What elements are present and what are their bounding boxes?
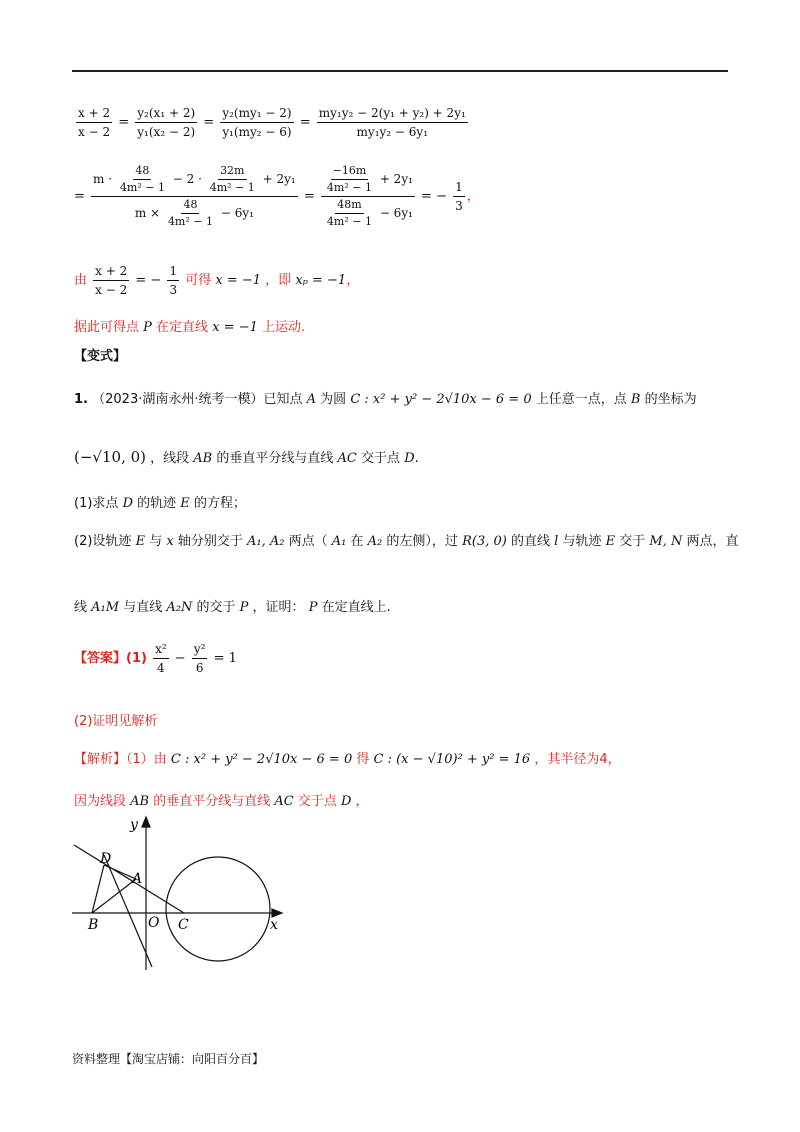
geometry-figure bbox=[60, 815, 290, 975]
label-o: O bbox=[148, 915, 160, 931]
question-1: (1)求点 D 的轨迹 E 的方程； bbox=[74, 496, 246, 511]
fraction: $\frac{\text{y₂(x₁ + 2)}}{\text{y₁(x₂ − 2)}}$ bbox=[137, 106, 196, 139]
question-2-cont: 线 A₁M 与直线 A₂N 的交于 P ，证明： P 在定直线上. bbox=[74, 600, 391, 615]
equation-line-2: = m · $\frac{48}{\text{4m² − 1}}$ − 2 · $\frac{32m}{\text{4m² − 1}}$ + 2y₁ m × $\frac{48}{\text{4m² − 1}}$ − 6y₁ = $\frac{-16m}{\text{4m² − 1}}$ + 2y₁ $\frac{48m}{\text{4m² − 1}}$ − 6y₁ = − $\frac{1}{3}$ ， bbox=[74, 164, 480, 228]
label-x: x bbox=[270, 917, 278, 933]
problem-statement: 1. （2023·湖南永州·统考一模）已知点 A 为圆 C : x² + y² − 2√10x − 6 = 0 上任意一点，点 B 的坐标为 bbox=[74, 392, 697, 407]
fraction: $\frac{\text{my₁y₂ − 2(y₁ + y₂) + 2y₁}}{\text{my₁y₂ − 6y₁}}$ bbox=[318, 106, 466, 139]
label-b: B bbox=[88, 917, 99, 933]
answer-2: (2)证明见解析 bbox=[74, 714, 158, 729]
label-d: D bbox=[100, 851, 112, 867]
fraction: $\frac{\text{y₂(my₁ − 2)}}{\text{y₁(my₂ − 6)}}$ bbox=[222, 106, 292, 139]
answer-line: 【答案】(1) $\frac{\text{x²}}{4}$ − $\frac{\text{y²}}{6}$ = 1 bbox=[74, 642, 237, 675]
compound-fraction-a: m · $\frac{48}{\text{4m² − 1}}$ − 2 · $\frac{32m}{\text{4m² − 1}}$ + 2y₁ m × $\frac{48}{\text{4m² − 1}}$ − 6y₁ bbox=[93, 164, 296, 228]
compound-fraction-b: $\frac{-16m}{\text{4m² − 1}}$ + 2y₁ $\frac{48m}{\text{4m² − 1}}$ − 6y₁ bbox=[321, 163, 415, 230]
circle-c bbox=[166, 857, 270, 961]
question-2: (2)设轨迹 E 与 x 轴分别交于 A₁, A₂ 两点（ A₁ 在 A₂ 的左侧），过 R(3, 0) 的直线 l 与轨迹 E 交于 M, N 两点，直 bbox=[74, 534, 739, 549]
fraction: $\frac{x + 2}{x - 2}$ bbox=[78, 106, 111, 139]
analysis-line-2: 因为线段 AB 的垂直平分线与直线 AC 交于点 D ， bbox=[74, 794, 369, 809]
equation-line-1: $\frac{x + 2}{x - 2}$ = $\frac{\text{y₂(x₁ + 2)}}{\text{y₁(x₂ − 2)}}$ = $\frac{\text{y₂(my₁ − 2)}}{\text{y₁(my₂ − 6)}}$ = $\frac{\text{my₁y₂ − 2(y₁ + y₂) + 2y₁}}{\text{my₁y₂ − 6y₁}}$ bbox=[78, 106, 466, 139]
segment-ba bbox=[92, 879, 136, 913]
conclusion-line: 由 $\frac{x + 2}{x - 2}$ = − $\frac{1}{3}$ 可得 x = −1 ，即 xₚ = −1， bbox=[74, 264, 360, 297]
footer-source: 资料整理【淘宝店铺：向阳百分百】 bbox=[72, 1052, 265, 1066]
label-y: y bbox=[130, 817, 138, 833]
label-a: A bbox=[132, 871, 143, 887]
perpendicular-bisector bbox=[104, 855, 152, 967]
motion-line: 据此可得点 P 在定直线 x = −1 上运动. bbox=[74, 320, 306, 335]
section-heading: 【变式】 bbox=[74, 349, 127, 364]
label-c: C bbox=[178, 917, 189, 933]
y-axis-arrow bbox=[142, 817, 150, 827]
line-dc bbox=[74, 845, 184, 913]
problem-statement-cont: (−√10, 0) ，线段 AB 的垂直平分线与直线 AC 交于点 D. bbox=[74, 448, 419, 466]
analysis-line: 【解析】（1）由 C : x² + y² − 2√10x − 6 = 0 得 C : (x − √10)² + y² = 16 ，其半径为4， bbox=[74, 752, 621, 767]
x-axis-arrow bbox=[272, 909, 282, 917]
header-rule bbox=[72, 70, 728, 72]
